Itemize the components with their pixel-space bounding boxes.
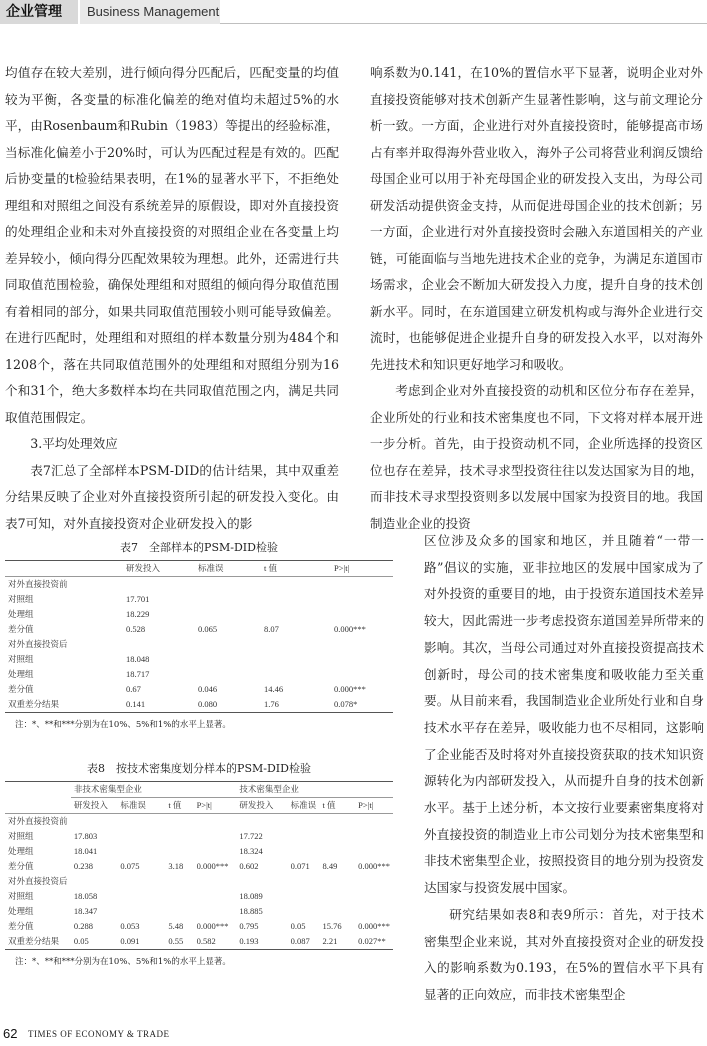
table-cell [71, 874, 117, 889]
table-cell [165, 844, 193, 859]
row-label: 对照组 [8, 594, 34, 604]
table-cell: 0.078* [331, 697, 393, 713]
table-cell [320, 874, 356, 889]
column-header: 标准误 [195, 561, 261, 577]
table-cell [117, 904, 165, 919]
body-paragraph: 研究结果如表8和表9所示：首先，对于技术密集型企业来说，其对外直接投资对企业的研发投入的影响系数为0.193，在5%的置信水平下具有显著的正向效应，而非技术密集型企 [424, 906, 704, 1002]
table-cell: 0.602 [239, 861, 259, 871]
table-header-row [5, 561, 393, 577]
table-cell [194, 814, 237, 830]
table-caption: 表8 按技术密集度划分样本的PSM-DID检验 [87, 762, 311, 775]
table-cell [331, 652, 393, 667]
table-cell [261, 637, 331, 652]
table-row [5, 889, 393, 904]
row-label: 处理组 [8, 609, 34, 619]
table-row [5, 859, 393, 874]
table-cell: 18.058 [73, 891, 98, 901]
row-label: 对外直接投资前 [8, 579, 68, 589]
column-header: 标准误 [288, 798, 320, 814]
table-row [5, 904, 393, 919]
table-7-grid [5, 560, 393, 713]
table-cell: 18.717 [126, 669, 150, 679]
table-8-grid [5, 781, 393, 950]
row-label: 对外直接投资后 [8, 639, 68, 649]
table-cell: 0.05 [71, 934, 117, 950]
table-cell [355, 874, 393, 889]
table-cell [165, 814, 193, 830]
table-8 [5, 761, 393, 969]
table-cell: 17.803 [73, 831, 98, 841]
table-cell: 0.000*** [358, 861, 390, 871]
table-cell [320, 889, 356, 904]
table-cell [331, 667, 393, 682]
table-row [5, 577, 393, 593]
table-row [5, 592, 393, 607]
row-label: 对照组 [8, 891, 34, 901]
table-cell [165, 889, 193, 904]
publication-name: TIMES OF ECONOMY & TRADE [28, 1029, 170, 1039]
table-cell [320, 829, 356, 844]
table-caption: 表7 全部样本的PSM-DID检验 [120, 541, 278, 554]
table-cell [355, 829, 393, 844]
table-row [5, 697, 393, 713]
table-note: 注：*、**和***分别为在10%、5%和1%的水平上显著。 [15, 957, 231, 967]
row-label: 对外直接投资后 [8, 876, 68, 886]
table-row [5, 829, 393, 844]
table-cell [288, 844, 320, 859]
table-cell: 0.582 [194, 934, 237, 950]
table-row [5, 874, 393, 889]
table-cell [194, 874, 237, 889]
table-cell: 0.091 [117, 934, 165, 950]
table-cell [331, 592, 393, 607]
column-header: P>|t| [355, 798, 393, 814]
column-header: t 值 [320, 798, 356, 814]
table-cell: 17.701 [126, 594, 150, 604]
table-row [5, 667, 393, 682]
page-number: 62 [3, 1026, 18, 1041]
table-cell [194, 889, 237, 904]
table-cell: 3.18 [168, 861, 184, 871]
table-cell: 18.347 [73, 906, 98, 916]
table-cell [261, 592, 331, 607]
table-cell [320, 844, 356, 859]
table-cell [355, 844, 393, 859]
table-cell [355, 889, 393, 904]
page-header [0, 0, 707, 26]
table-cell [331, 637, 393, 652]
row-label: 处理组 [8, 669, 34, 679]
table-cell: 18.885 [239, 906, 263, 916]
table-cell [195, 637, 261, 652]
table-cell: 5.48 [168, 921, 184, 931]
table-cell [331, 607, 393, 622]
row-label: 差分值 [8, 684, 34, 694]
table-group-header-row [5, 782, 393, 798]
body-paragraph: 响系数为0.141，在10%的置信水平下显著，说明企业对外直接投资能够对技术创新产生显著性影响，这与前文理论分析一致。一方面，企业进行对外直接投资时，能够提高市场占有率并取得海外营业收入，海外子公司将营业利润反馈给母国企业可以用于补充母国企业的研发投入支出，为母公司研发活动提供资金支持，从而促进母国企业的技术创新；另一方面，企业进行对外直接投资时会融入东道国相关的产业链，可能面临与当地先进技术企业的竞争，为满足东道国市场需求，企业会不断加大研发投入力度，提升自身的技术创新水平。同时，在东道国建立研发机构或与海外企业进行交流时，也能够促进企业提升自身的研发投入水平，以对海外先进技术和知识更好地学习和吸收。 [370, 65, 703, 372]
table-cell: 0.000*** [334, 684, 366, 694]
table-cell [117, 889, 165, 904]
right-column-lower [424, 528, 704, 1009]
table-cell: 1.76 [261, 697, 331, 713]
group-header: 技术密集型企业 [236, 782, 393, 798]
row-label: 对外直接投资前 [8, 816, 68, 826]
column-header: t 值 [261, 561, 331, 577]
table-cell [194, 904, 237, 919]
row-label: 处理组 [8, 846, 34, 856]
table-cell: 0.238 [73, 861, 94, 871]
column-header: P>|t| [331, 561, 393, 577]
table-row [5, 622, 393, 637]
column-header: t 值 [165, 798, 193, 814]
table-cell: 0.141 [123, 697, 195, 713]
table-cell [288, 829, 320, 844]
table-row [5, 637, 393, 652]
table-cell [195, 652, 261, 667]
table-cell [117, 829, 165, 844]
table-cell [355, 904, 393, 919]
row-label: 双重差分结果 [5, 934, 71, 950]
table-cell [165, 829, 193, 844]
table-cell [288, 889, 320, 904]
table-cell: 18.324 [239, 846, 263, 856]
table-cell [194, 829, 237, 844]
row-label: 差分值 [8, 861, 34, 871]
table-cell [195, 667, 261, 682]
row-label: 差分值 [8, 624, 34, 634]
table-cell: 0.053 [120, 921, 140, 931]
table-cell: 18.041 [73, 846, 98, 856]
table-cell [165, 874, 193, 889]
row-label: 差分值 [8, 921, 34, 931]
table-cell [123, 637, 195, 652]
body-paragraph: 表7汇总了全部样本PSM-DID的估计结果，其中双重差分结果反映了企业对外直接投资所引起的研发投入变化。由表7可知，对外直接投资对企业研发投入的影 [5, 462, 339, 531]
page-footer [0, 1024, 707, 1046]
table-row [5, 919, 393, 934]
table-cell [123, 577, 195, 593]
table-cell: 18.048 [126, 654, 150, 664]
section-title: 企业管理 [0, 0, 78, 24]
table-cell: 0.065 [198, 624, 218, 634]
table-cell [194, 844, 237, 859]
table-note: 注：*、**和***分别为在10%、5%和1%的水平上显著。 [15, 720, 231, 730]
column-header: 研发投入 [71, 798, 117, 814]
table-cell: 17.722 [239, 831, 263, 841]
table-cell: 0.528 [126, 624, 146, 634]
body-paragraph: 均值存在较大差别，进行倾向得分匹配后，匹配变量的均值较为平衡，各变量的标准化偏差的绝对值均未超过5%的水平，由Rosenbaum和Rubin（1983）等提出的经验标准，当标准化偏差小于20%时，可认为匹配过程是有效的。匹配后协变量的t检验结果表明，在1%的显著水平下，不拒绝处理组和对照组之间没有系统差异的原假设，即对外直接投资的处理组企业和未对外直接投资的对照组企业在各变量上均差异较小，倾向得分匹配效果较为理想。此外，还需进行共同取值范围检验，确保处理组和对照组的倾向得分取值范围有着相同的部分，如果共同取值范围较小则可能导致偏差。在进行匹配时，处理组和对照组的样本数量分别为484个和1208个，落在共同取值范围外的处理组和对照组分别为16个和31个，绝大多数样本均在共同取值范围之内，满足共同取值范围假定。 [5, 65, 339, 425]
table-row [5, 814, 393, 830]
table-row [5, 652, 393, 667]
column-header: P>|t| [194, 798, 237, 814]
body-paragraph: 区位涉及众多的国家和地区，并且随着“一带一路”倡议的实施，亚非拉地区的发展中国家成为了对外投资的重要目的地，由于投资东道国技术差异较大，因此需进一步考虑投资东道国差异所带来的影响。其次，当母公司通过对外直接投资提高技术创新时，母公司的技术密集度和吸收能力至关重要。从目前来看，我国制造业企业所处行业和自身技术水平存在差异，吸收能力也不尽相同，这影响了企业能否及时将对外直接投资获取的技术知识资源转化为内部研发投入，从而提升自身的技术创新水平。基于上述分析，本文按行业要素密集度将对外直接投资的制造业上市公司划分为技术密集型和非技术密集型企业，按照投资目的地分别为投资发达国家与投资发展中国家。 [424, 533, 704, 896]
table-row [5, 682, 393, 697]
table-cell [288, 814, 320, 830]
header-rule [220, 23, 707, 24]
table-7 [5, 540, 393, 732]
subsection-heading: 3.平均处理效应 [30, 436, 118, 451]
table-cell [71, 814, 117, 830]
column-header: 研发投入 [123, 561, 195, 577]
column-header: 研发投入 [236, 798, 287, 814]
column-header: 标准误 [117, 798, 165, 814]
table-cell: 8.49 [322, 861, 338, 871]
table-cell [195, 607, 261, 622]
section-subtitle: Business Management [80, 0, 220, 24]
row-label: 处理组 [8, 906, 34, 916]
table-cell [261, 607, 331, 622]
table-cell: 0.000*** [358, 921, 390, 931]
row-label: 对照组 [8, 654, 34, 664]
left-column [5, 60, 339, 537]
table-cell: 0.795 [239, 921, 259, 931]
row-label: 对照组 [8, 831, 34, 841]
table-cell [236, 814, 287, 830]
table-cell [288, 874, 320, 889]
table-cell [117, 814, 165, 830]
table-cell: 0.55 [165, 934, 193, 950]
table-cell: 0.080 [195, 697, 261, 713]
group-header: 非技术密集型企业 [71, 782, 236, 798]
table-cell: 0.000*** [196, 921, 229, 931]
table-cell [320, 904, 356, 919]
table-cell: 0.288 [73, 921, 94, 931]
table-cell [195, 592, 261, 607]
table-row [5, 607, 393, 622]
table-cell: 0.000*** [334, 624, 366, 634]
table-cell [165, 904, 193, 919]
table-cell [117, 844, 165, 859]
row-label: 双重差分结果 [5, 697, 123, 713]
table-cell [331, 577, 393, 593]
table-cell [355, 814, 393, 830]
table-cell [288, 904, 320, 919]
table-cell: 0.67 [126, 684, 141, 694]
table-cell: 0.075 [120, 861, 140, 871]
table-cell: 15.76 [322, 921, 342, 931]
table-cell: 0.193 [236, 934, 287, 950]
table-cell: 0.087 [288, 934, 320, 950]
table-cell: 0.027** [355, 934, 393, 950]
table-cell: 18.229 [126, 609, 150, 619]
table-cell: 2.21 [320, 934, 356, 950]
table-cell [320, 814, 356, 830]
table-cell: 0.05 [290, 921, 306, 931]
table-cell [195, 577, 261, 593]
table-cell [261, 577, 331, 593]
table-cell [117, 874, 165, 889]
body-paragraph: 考虑到企业对外直接投资的动机和区位分布存在差异，企业所处的行业和技术密集度也不同，下文将对样本展开进一步分析。首先，由于投资动机不同，企业所选择的投资区位也存在差异，技术寻求型投资往往以发达国家为目的地，而非技术寻求型投资则多以发展中国家为投资目的地。我国制造业企业的投资 [370, 383, 703, 531]
table-cell: 0.046 [198, 684, 218, 694]
table-cell [236, 874, 287, 889]
table-cell: 8.07 [264, 624, 279, 634]
table-cell: 14.46 [264, 684, 284, 694]
right-column [370, 60, 703, 537]
table-header-row [5, 798, 393, 814]
table-cell: 0.000*** [196, 861, 229, 871]
table-cell [261, 652, 331, 667]
table-cell [261, 667, 331, 682]
table-row [5, 844, 393, 859]
table-row [5, 934, 393, 950]
table-cell: 0.071 [290, 861, 310, 871]
table-cell: 18.089 [239, 891, 263, 901]
